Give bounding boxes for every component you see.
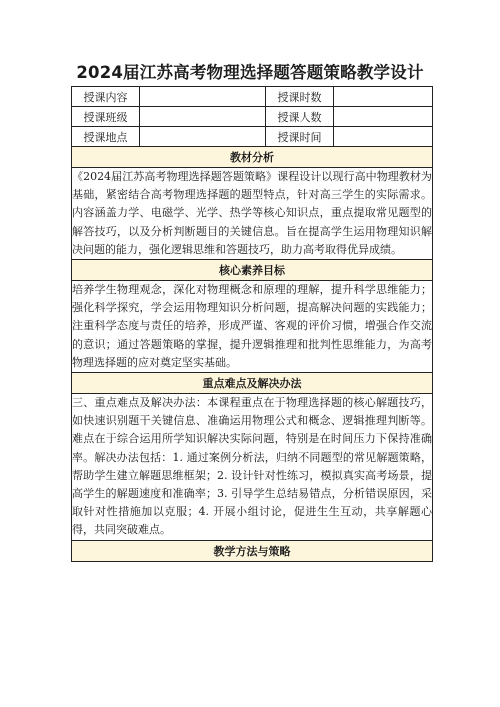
- value-student-count: [334, 107, 433, 127]
- info-row-location: [72, 127, 433, 147]
- section-body-key-difficulties: [72, 394, 433, 541]
- section-text: 三、重点难点及解决办法：本课程重点在于物理选择题的核心解题技巧，如快速识别题干关键信息、准确运用物理公式和概念、逻辑推理判断等。难点在于综合运用所学知识解决实际问题，特别是在时间压力下保持准确率。解决办法包括：1. 通过案例分析法，归纳不同题型的常见解题策略，帮助学生建立解题思维框架；2. 设计针对性练习，模拟真实高考场景，提高学生的解题速度和准确率；3. 引导学生总结易错点，分析错误原因，采取针对性措施加以克服；4. 开展小组讨论，促进生生互动，共享解题心得，共同突破难点。: [72, 396, 432, 537]
- section-header-row: [72, 147, 433, 168]
- section-text: 《2024届江苏高考物理选择题答题策略》课程设计以现行高中物理教材为基础，紧密结合高考物理选择题的题型特点，针对高三学生的实际需求。内容涵盖力学、电磁学、光学、热学等核心知识点，重点提取常见题型的解答技巧，以及分析判断题目的关键信息。旨在提高学生运用物理知识解决问题的能力，强化逻辑思维和答题技巧，助力高考取得优异成绩。: [72, 170, 432, 256]
- section-body-core-literacy: [72, 281, 433, 373]
- section-text: 培养学生物理观念，深化对物理概念和原理的理解，提升科学思维能力；强化科学探究，学会运用物理知识分析问题，提高解决问题的实践能力；注重科学态度与责任的培养，形成严谨、客观的评价习惯，增强合作交流的意识；通过答题策略的掌握，提升逻辑推理和批判性思维能力，为高考物理选择题的应对奠定坚实基础。: [72, 283, 432, 369]
- label-time: 授课时间: [266, 127, 334, 147]
- section-header-row: [72, 373, 433, 394]
- document-title: 2024届江苏高考物理选择题答题策略教学设计: [76, 63, 424, 82]
- section-header-row: [72, 540, 433, 561]
- value-class: [140, 107, 266, 127]
- value-time: [334, 127, 433, 147]
- section-heading-key-difficulties: 重点难点及解决办法: [72, 373, 433, 394]
- section-body-material-analysis: [72, 168, 433, 260]
- section-body-row: [72, 394, 433, 541]
- info-row-class: [72, 107, 433, 127]
- label-student-count: 授课人数: [266, 107, 334, 127]
- section-heading-material-analysis: 教材分析: [72, 147, 433, 168]
- label-course-content: 授课内容: [72, 87, 140, 107]
- section-body-row: [72, 281, 433, 373]
- value-location: [140, 127, 266, 147]
- label-course-hours: 授课时数: [266, 87, 334, 107]
- section-heading-teaching-methods: 教学方法与策略: [72, 540, 433, 561]
- lesson-plan-table: [71, 86, 433, 562]
- section-heading-core-literacy: 核心素养目标: [72, 260, 433, 281]
- info-row-content: [72, 87, 433, 107]
- label-class: 授课班级: [72, 107, 140, 127]
- section-header-row: [72, 260, 433, 281]
- value-course-content: [140, 87, 266, 107]
- label-location: 授课地点: [72, 127, 140, 147]
- section-body-row: [72, 168, 433, 260]
- value-course-hours: [334, 87, 433, 107]
